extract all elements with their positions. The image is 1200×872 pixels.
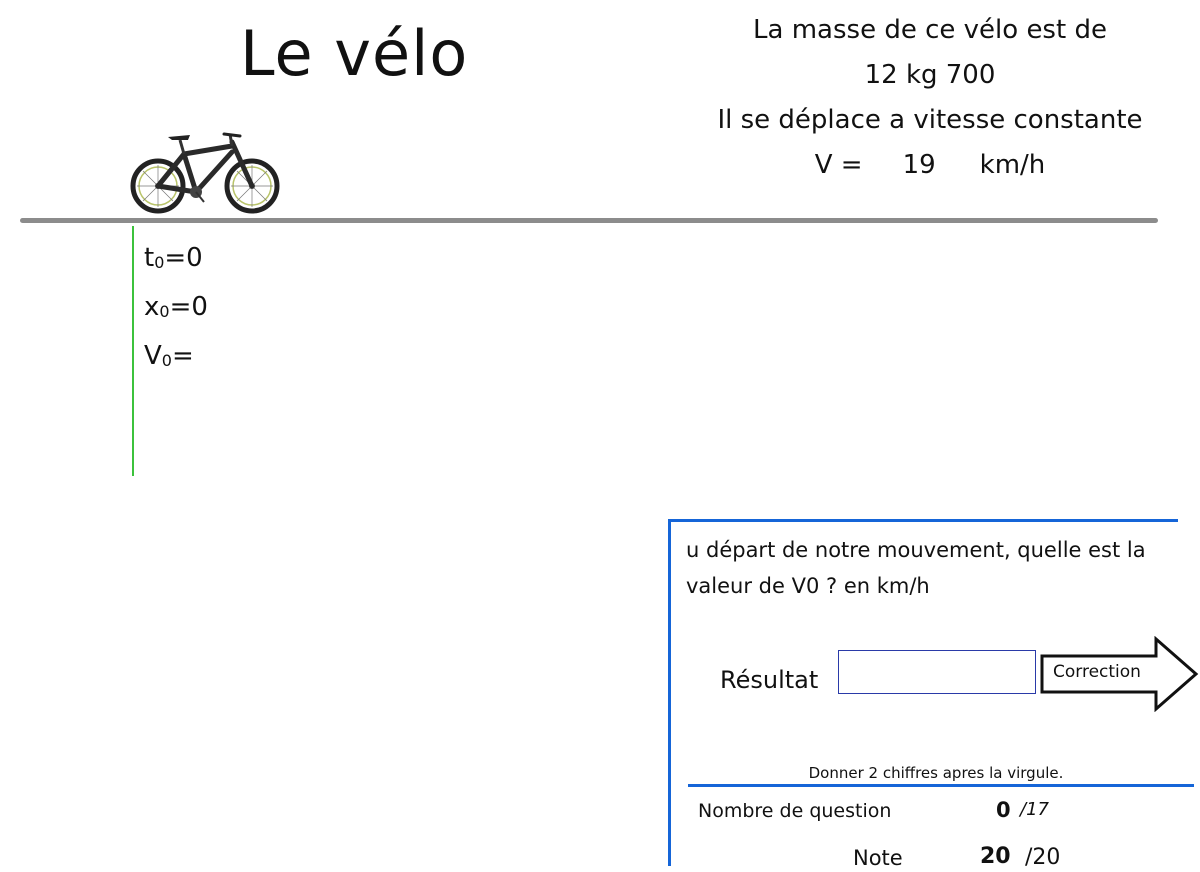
mass-statement: La masse de ce vélo est de — [753, 15, 1107, 45]
origin-axis — [132, 226, 134, 476]
motion-statement: Il se déplace a vitesse constante — [717, 105, 1143, 135]
result-label: Résultat — [720, 666, 819, 694]
panel-divider — [688, 784, 1194, 787]
correction-button[interactable] — [1040, 636, 1200, 712]
hint-text: Donner 2 chiffres apres la virgule. — [808, 764, 1064, 782]
v0-sub: 0 — [161, 351, 172, 370]
note-total: /20 — [1025, 845, 1061, 870]
x0-var: x — [144, 292, 160, 322]
speed-value: 19 — [902, 150, 936, 180]
t0-condition — [144, 236, 208, 285]
question-count-total: /17 — [1020, 799, 1049, 820]
v0-value: = — [171, 341, 194, 371]
note-value: 20 — [980, 844, 1011, 869]
mass-value: 12 kg 700 — [864, 60, 996, 90]
speed-label: V = — [814, 150, 863, 180]
ground-line — [20, 218, 1158, 223]
question-text: u départ de notre mouvement, quelle est la valeur de V0 ? en km/h — [686, 538, 1146, 598]
problem-statement — [690, 8, 1170, 188]
t0-sub: 0 — [154, 253, 165, 272]
initial-conditions — [144, 236, 208, 383]
panel-top-border — [668, 519, 1178, 522]
v0-var: V — [144, 341, 162, 371]
result-input[interactable] — [838, 650, 1036, 694]
speed-unit: km/h — [979, 150, 1046, 180]
correction-label: Correction — [1053, 662, 1141, 682]
x0-sub: 0 — [159, 302, 170, 321]
question-count-value: 0 — [996, 798, 1011, 822]
panel-left-border — [668, 521, 671, 866]
t0-value: =0 — [164, 243, 203, 273]
t0-var: t — [144, 243, 155, 273]
x0-value: =0 — [169, 292, 208, 322]
question-count-label: Nombre de question — [698, 800, 892, 822]
v0-condition — [144, 334, 208, 383]
note-label: Note — [853, 846, 903, 870]
speed-statement — [690, 143, 1170, 188]
bicycle-icon — [128, 128, 284, 222]
x0-condition — [144, 285, 208, 334]
page-title: Le vélo — [240, 17, 469, 90]
